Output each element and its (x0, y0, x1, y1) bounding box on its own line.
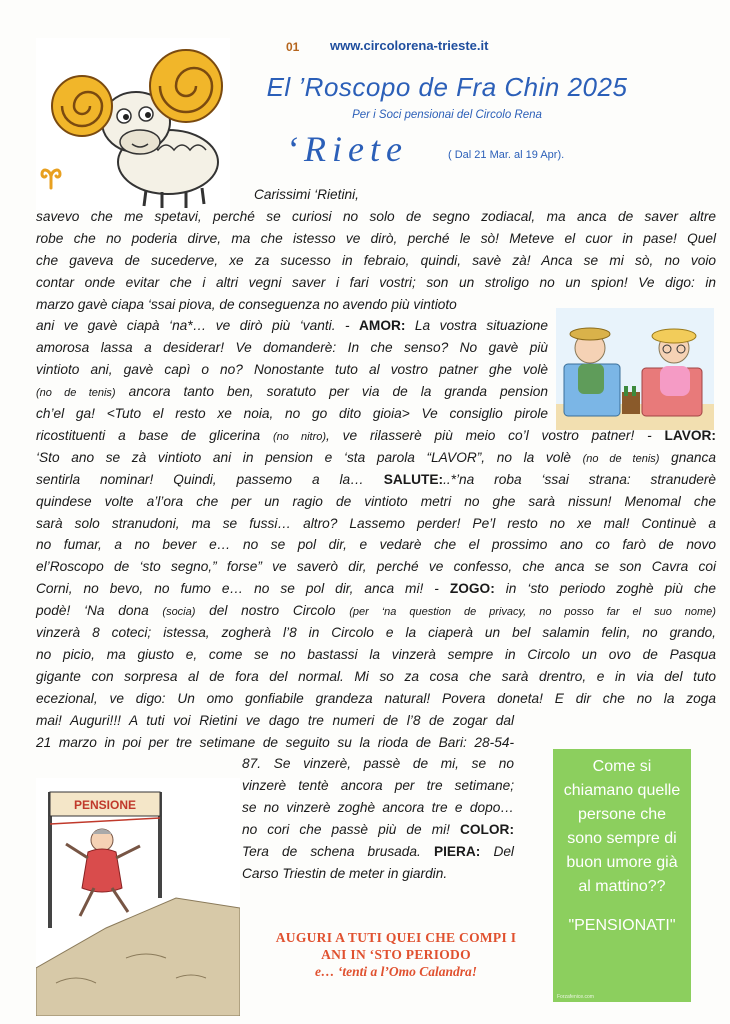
heading-salute: SALUTE: (383, 471, 444, 487)
greeting-line-1: AUGURI A TUTI QUEI CHE COMPI I (275, 930, 517, 945)
pension-finish-line-icon (36, 778, 240, 1016)
letter-line-6b: La vostra situazione (414, 318, 548, 334)
letter-line-24: mai! Auguri!!! A tuti voi Rietini ve dago tre numeri de l’8 de zogar dal (36, 712, 514, 728)
letter-line-29a: no cori che passè più de mi! (242, 822, 450, 838)
letter-line-19 (36, 600, 716, 624)
letter-line-9b: ancora tanto ben, soratuto per via de la granda pension (128, 384, 548, 400)
note-privacy: (per ‘na question de privacy, no posso far el suo nome) (349, 606, 716, 619)
note-no-nitro: (no nitro) (272, 430, 327, 443)
letter-line-5: marzo gavè ciapa ‘ssai piova, de conseguenza no avendo più vintioto (36, 296, 457, 312)
page-number: 01 (286, 40, 300, 54)
letter-line-12 (36, 447, 716, 471)
note-no-tenis-2: (no de tenis) (582, 452, 660, 465)
letter-line-13 (36, 469, 716, 491)
letter-line-16: no fumar, a no bever e… no se pol dir, e vedarè che el prossimo ano co farò de novo (36, 537, 716, 553)
joke-answer: "PENSIONATI" (568, 917, 676, 934)
letter-line-15: sarà solo stranudoni, ma se fussi… altro? Lassemo perder! Pe’l resto no xe mal! Continuè a (36, 515, 716, 531)
letter-line-28: se no vinzerè zoghè ancora tre e dopo… (242, 800, 514, 816)
joke-box (553, 749, 691, 1002)
letter-line-6 (36, 315, 548, 337)
letter-salutation: Carissimi ‘Rietini, (254, 187, 359, 202)
letter-line-18 (36, 578, 716, 600)
aries-symbol-icon (40, 166, 62, 190)
joke-question: Come si chiamano quelle persone che sono sempre di buon umore già al mattino?? (563, 758, 681, 895)
letter-line-1: savevo che me spetavi, perché se curiosi no solo de segno zodiacal, ma anca de saver altre (36, 208, 716, 224)
heading-zogo: ZOGO: (449, 581, 495, 597)
zodiac-sign-title: ‘Riete (286, 129, 408, 169)
page-title: El ’Roscopo de Fra Chin 2025 (266, 72, 628, 102)
letter-line-20: vinzerà 8 coteci; istessa, zogherà l’8 in Circolo e la ciaperà un bel salamin felin, no grando, (36, 625, 716, 640)
letter-line-26: 87. Se vinzerè, passè de mi, se no (242, 756, 514, 772)
letter-line-8: vintioto ani, gavè capì o no? Nonostante tuto al vostro patner ghe volè (36, 362, 548, 378)
birthday-greeting (240, 929, 552, 980)
letter-line-30b: Del (493, 844, 514, 859)
zodiac-sign-dates: ( Dal 21 Mar. al 19 Apr). (448, 149, 565, 161)
letter-line-6a: ani ve gavè ciapà ‘na*… ve dirò più ‘vanti. - (36, 318, 350, 334)
letter-line-7: amorosa lassa a desiderar! Ve domanderè: In che senso? No gavè più (36, 340, 548, 356)
seniors-beach-chairs-icon (556, 308, 714, 430)
letter-line-9 (36, 381, 548, 405)
letter-line-10: ch’el ga! <Tuto el resto xe noia, no go dito gioia> Ve consiglio pirole (36, 406, 548, 421)
page-subtitle: Per i Soci pensionai del Circolo Rena (352, 109, 542, 121)
letter-line-11c: , ve rilasserè più meio co’l vostro patner! - (326, 427, 652, 443)
letter-line-13b: ..*’na roba ‘ssai strana: stranuderè (443, 471, 716, 487)
ram-illustration-icon (36, 38, 230, 210)
heading-piera: PIERA: (433, 844, 481, 859)
letter-line-18b: in ‘sto periodo zoghè più che (505, 581, 717, 597)
letter-line-23: ecezional, ve digo: Un omo gonfiabile grandeza natural! Povera doneta! E dir che no la zoga (36, 690, 716, 706)
letter-line-22: gigante con sorpresa al de fora del normal. Mi so za cosa che sarà drentro, e in via del tuto (36, 668, 716, 684)
letter-line-29 (242, 819, 514, 841)
letter-line-25: 21 marzo in poi per tre setimane de seguito su la rioda de Bari: 28-54- (36, 734, 514, 750)
letter-line-19a: podè! ‘Na dona (36, 603, 149, 619)
letter-line-30 (242, 841, 514, 863)
letter-line-19c: del nostro Circolo (209, 603, 336, 619)
greeting-line-3: e… ‘tenti a l’Omo Calandra! (314, 964, 477, 979)
letter-line-3: che gaveva de sucederve, xe za sucesso in febraio, quindi, savè zà! Anca se mi sò, no voio (36, 252, 716, 268)
note-no-tenis: (no de tenis) (36, 387, 116, 400)
heading-lavor: LAVOR: (664, 427, 716, 443)
letter-line-21: no picio, ma giusto e, come se no bastassi la vinzerà sempre in Circolo un ovo de Pasqua (36, 646, 716, 662)
letter-line-14: quindese volte a’l’ora che per un ragio de vintioto metri no ghe sarà nissun! Menomal che (36, 493, 716, 509)
joke-credit: Forzafenice.com (557, 994, 594, 1000)
site-url-link[interactable]: www.circolorena-trieste.it (330, 38, 489, 53)
greeting-line-2: ANI IN ‘STO PERIODO (321, 947, 471, 962)
letter-line-13a: sentirla nominar! Quindi, passemo a la… (36, 471, 364, 487)
heading-amor: AMOR: (359, 318, 406, 334)
letter-line-18a: Corni, no bevo, no fumo e… no se pol dir, anca mi! - (36, 581, 439, 597)
letter-line-30a: Tera de schena brusada. (242, 844, 421, 859)
letter-line-11 (36, 425, 716, 449)
pension-banner-label: PENSIONE (73, 798, 137, 812)
letter-line-4: contar onde evitar che i altri vegni saver i fari vostri; son un stroligo no un spion! Ve digo: in (36, 274, 716, 290)
letter-line-2: robe che no poderia dirve, ma che istesso ve dirò, perché le sò! Meteve el cuor in pase! Quel (36, 230, 716, 246)
letter-line-11a: ricostituenti a base de glicerina (36, 427, 261, 443)
letter-line-12c: gnanca (671, 449, 716, 465)
letter-line-12a: ‘Sto ano se zà vintioto ani in pension e ‘sta parola “LAVOR”, no la volè (36, 449, 571, 465)
letter-line-17: el’Roscopo de ‘sto segno,” forse” ve saverò dir, perché ve confesso, che anca se son Cavra coi (36, 559, 716, 575)
note-socia: (socia) (162, 606, 196, 619)
heading-color: COLOR: (460, 822, 514, 838)
letter-line-31: Carso Triestin de meter in giardin. (242, 865, 448, 881)
letter-line-27: vinzerè tentè ancora per tre setimane; (242, 778, 514, 794)
